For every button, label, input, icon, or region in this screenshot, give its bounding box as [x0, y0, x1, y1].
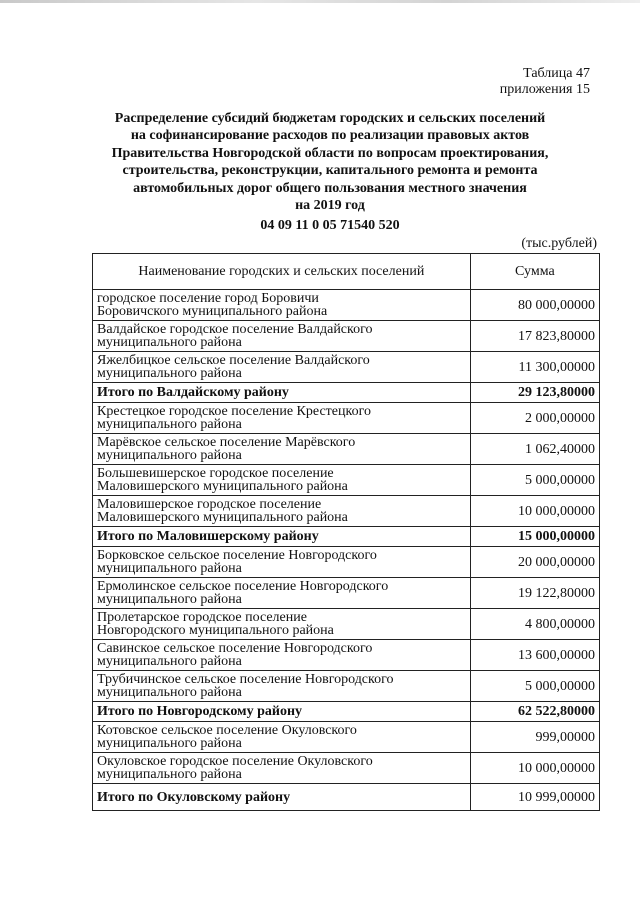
subsidy-sum: 2 000,00000: [470, 403, 599, 434]
settlement-name-line: муниципального района: [97, 561, 242, 576]
subsidy-sum: 1 062,40000: [470, 434, 599, 465]
table-row: [93, 465, 600, 496]
subsidy-sum: 80 000,00000: [470, 290, 599, 321]
settlement-name-line: Большевишерское городское поселение: [97, 466, 334, 481]
district-total-sum: 29 123,80000: [470, 383, 599, 403]
settlement-name-line: Маловишерского муниципального района: [97, 479, 348, 494]
settlement-name-line: Марёвское сельское поселение Марёвского: [97, 435, 356, 450]
document-title: [80, 110, 580, 214]
settlement-name-line: Маловишерское городское поселение: [97, 497, 322, 512]
table-row: [93, 547, 600, 578]
district-total-sum: 62 522,80000: [470, 702, 599, 722]
title-line: автомобильных дорог общего пользования местного значения: [133, 180, 527, 196]
table-row: [93, 609, 600, 640]
district-total-row: [93, 383, 600, 403]
district-total-name: [93, 784, 471, 811]
table-row: [93, 722, 600, 753]
subsidy-sum: 20 000,00000: [470, 547, 599, 578]
appendix-reference: [500, 66, 590, 98]
settlement-name: [93, 609, 471, 640]
settlement-name-line: Итого по Окуловскому району: [97, 789, 291, 805]
settlement-name-line: муниципального района: [97, 366, 242, 381]
table-row: [93, 578, 600, 609]
subsidy-sum: 4 800,00000: [470, 609, 599, 640]
settlement-name-line: Итого по Новгородскому району: [97, 704, 303, 719]
title-line: строительства, реконструкции, капитального ремонта и ремонта: [122, 163, 538, 179]
settlement-name-line: Яжелбицкое сельское поселение Валдайского: [97, 353, 370, 368]
settlement-name-line: Трубичинское сельское поселение Новгородского: [97, 672, 394, 687]
settlement-name-line: городское поселение город Боровичи: [97, 291, 319, 306]
settlement-name-line: муниципального района: [97, 736, 242, 751]
settlement-name-line: муниципального района: [97, 335, 242, 350]
settlement-name: [93, 321, 471, 352]
subsidy-sum: 5 000,00000: [470, 671, 599, 702]
settlement-name-line: Итого по Маловишерскому району: [97, 529, 319, 544]
table-row: [93, 403, 600, 434]
district-total-row: [93, 784, 600, 811]
settlement-name-line: Пролетарское городское поселение: [97, 610, 307, 625]
settlement-name: [93, 640, 471, 671]
table-row: [93, 496, 600, 527]
table-row: [93, 671, 600, 702]
settlement-name: [93, 722, 471, 753]
subsidy-sum: 19 122,80000: [470, 578, 599, 609]
district-total-sum: 15 000,00000: [470, 527, 599, 547]
title-line: на софинансирование расходов по реализации правовых актов: [130, 128, 530, 144]
settlement-name-line: Крестецкое городское поселение Крестецкого: [97, 404, 371, 419]
header-settlement-name: Наименование городских и сельских поселений: [93, 254, 471, 290]
district-total-sum: 10 999,00000: [470, 784, 599, 811]
settlement-name: [93, 578, 471, 609]
settlement-name: [93, 671, 471, 702]
table-row: [93, 290, 600, 321]
district-total-name: [93, 383, 471, 403]
table-header-row: [93, 254, 600, 290]
settlement-name-line: Маловишерского муниципального района: [97, 510, 348, 525]
district-total-row: [93, 527, 600, 547]
table-row: [93, 640, 600, 671]
subsidy-sum: 10 000,00000: [470, 496, 599, 527]
settlement-name-line: Итого по Валдайскому району: [97, 385, 289, 400]
subsidy-sum: 999,00000: [470, 722, 599, 753]
district-total-name: [93, 527, 471, 547]
subsidy-table: [92, 253, 600, 811]
scan-edge-decoration: [0, 0, 640, 3]
settlement-name: [93, 434, 471, 465]
budget-classification-code: 04 09 11 0 05 71540 520: [260, 218, 400, 233]
appendix-table-number: Таблица 47: [523, 66, 590, 81]
settlement-name-line: Окуловское городское поселение Окуловского: [97, 754, 373, 769]
subsidy-sum: 17 823,80000: [470, 321, 599, 352]
settlement-name: [93, 403, 471, 434]
table-body: [93, 290, 600, 811]
subsidy-sum: 13 600,00000: [470, 640, 599, 671]
settlement-name-line: муниципального района: [97, 592, 242, 607]
subsidy-sum: 11 300,00000: [470, 352, 599, 383]
header-sum: Сумма: [470, 254, 599, 290]
settlement-name-line: муниципального района: [97, 448, 242, 463]
table-row: [93, 753, 600, 784]
subsidy-sum: 10 000,00000: [470, 753, 599, 784]
settlement-name-line: Новгородского муниципального района: [97, 623, 334, 638]
settlement-name-line: муниципального района: [97, 417, 242, 432]
district-total-name: [93, 702, 471, 722]
settlement-name-line: Борковское сельское поселение Новгородского: [97, 548, 377, 563]
settlement-name-line: Боровичского муниципального района: [97, 304, 328, 319]
title-line: Распределение субсидий бюджетам городских и сельских поселений: [114, 111, 546, 126]
settlement-name: [93, 547, 471, 578]
appendix-number: приложения 15: [499, 82, 590, 97]
settlement-name-line: муниципального района: [97, 685, 242, 700]
settlement-name-line: Савинское сельское поселение Новгородского: [97, 641, 373, 656]
settlement-name-line: Валдайское городское поселение Валдайского: [97, 322, 373, 337]
table-row: [93, 321, 600, 352]
title-line: на 2019 год: [295, 198, 365, 214]
table-row: [93, 352, 600, 383]
settlement-name: [93, 352, 471, 383]
settlement-name-line: Ермолинское сельское поселение Новгородского: [97, 579, 389, 594]
settlement-name-line: муниципального района: [97, 767, 242, 782]
title-line: Правительства Новгородской области по вопросам проектирования,: [111, 145, 549, 161]
settlement-name-line: Котовское сельское поселение Окуловского: [97, 723, 357, 738]
settlement-name-line: муниципального района: [97, 654, 242, 669]
table-row: [93, 434, 600, 465]
units-label: (тыс.рублей): [521, 236, 597, 251]
settlement-name: [93, 753, 471, 784]
subsidy-sum: 5 000,00000: [470, 465, 599, 496]
settlement-name: [93, 290, 471, 321]
settlement-name: [93, 465, 471, 496]
settlement-name: [93, 496, 471, 527]
district-total-row: [93, 702, 600, 722]
